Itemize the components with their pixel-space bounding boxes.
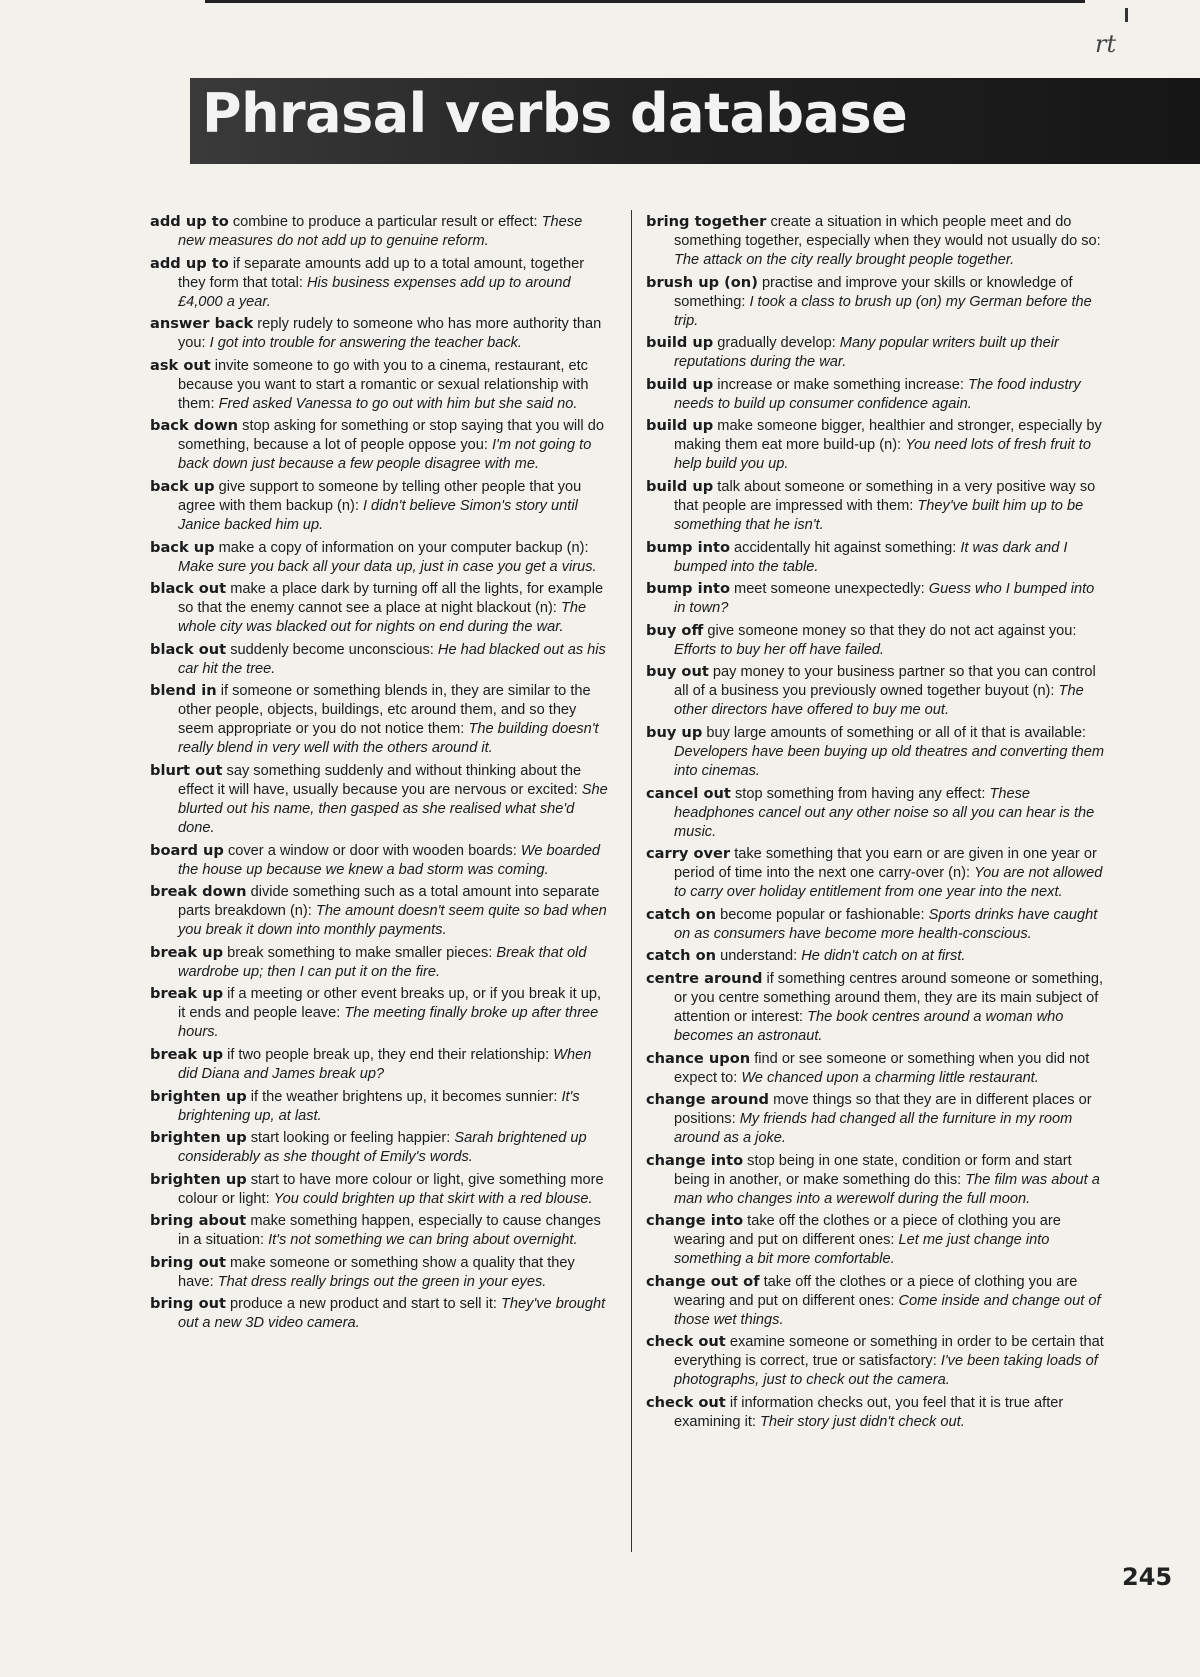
dictionary-entry bbox=[646, 946, 1106, 966]
handwritten-mark: rt bbox=[1095, 30, 1117, 58]
dictionary-entry bbox=[150, 1294, 610, 1333]
headword: answer back bbox=[150, 315, 254, 333]
dictionary-entry bbox=[150, 254, 610, 312]
definition: give support to someone by telling other people that you agree with them backup (n): bbox=[178, 478, 582, 514]
definition: buy large amounts of something or all of it that is available: bbox=[706, 724, 1086, 741]
dictionary-entry bbox=[150, 984, 610, 1042]
headword: brush up (on) bbox=[646, 273, 758, 291]
headword: back up bbox=[150, 538, 215, 556]
definition: take something that you earn or are given in one year or period of time into the next one carry-over (n): bbox=[674, 846, 1097, 882]
dictionary-entry bbox=[646, 784, 1106, 842]
example-sentence: I took a class to brush up (on) my German before the trip. bbox=[674, 293, 1092, 329]
example-sentence: Let me just change into something a bit more comfortable. bbox=[674, 1232, 1050, 1268]
headword: back down bbox=[150, 417, 239, 435]
title-banner bbox=[190, 78, 1200, 164]
definition: start to have more colour or light, give something more colour or light: bbox=[178, 1171, 604, 1207]
dictionary-entry bbox=[150, 943, 610, 982]
headword: add up to bbox=[150, 254, 229, 272]
headword: change into bbox=[646, 1151, 744, 1169]
dictionary-entry bbox=[150, 1045, 610, 1084]
headword: bump into bbox=[646, 580, 730, 598]
definition: if someone or something blends in, they are similar to the other people, objects, buildings, etc around them, and so they seem appropriate or you do not notice them: bbox=[178, 683, 591, 738]
dictionary-entry bbox=[150, 416, 610, 474]
definition: gradually develop: bbox=[717, 335, 836, 352]
column-divider bbox=[631, 210, 632, 1552]
example-sentence: When did Diana and James break up? bbox=[178, 1046, 592, 1082]
example-sentence: These headphones cancel out any other noise so all you can hear is the music. bbox=[674, 785, 1095, 840]
definition: stop being in one state, condition or form and start being in another, or make something do this: bbox=[674, 1152, 1072, 1188]
definition: suddenly become unconscious: bbox=[230, 641, 434, 658]
example-sentence: They've brought out a new 3D video camera. bbox=[178, 1296, 606, 1332]
example-sentence: I'm not going to back down just because a few people disagree with me. bbox=[178, 437, 592, 473]
definition: say something suddenly and without thinking about the effect it will have, usually because you are nervous or excited: bbox=[178, 762, 582, 798]
definition: combine to produce a particular result or effect: bbox=[232, 214, 538, 230]
definition: produce a new product and start to sell it: bbox=[230, 1296, 497, 1313]
headword: back up bbox=[150, 477, 215, 495]
headword: change into bbox=[646, 1212, 744, 1230]
headword: change around bbox=[646, 1091, 769, 1109]
example-sentence: The attack on the city really brought people together. bbox=[674, 252, 1015, 268]
dictionary-entry bbox=[646, 1211, 1106, 1269]
dictionary-entry bbox=[150, 1170, 610, 1209]
example-sentence: Developers have been buying up old theatres and converting them into cinemas. bbox=[674, 743, 1104, 779]
dictionary-entry bbox=[646, 723, 1106, 781]
definition: break something to make smaller pieces: bbox=[227, 944, 493, 961]
example-sentence: Efforts to buy her off have failed. bbox=[674, 641, 885, 658]
definition: move things so that they are in different places or positions: bbox=[674, 1092, 1092, 1128]
dictionary-entry bbox=[646, 1151, 1106, 1209]
dictionary-entry bbox=[646, 905, 1106, 944]
definition: take off the clothes or a piece of clothing you are wearing and put on different ones: bbox=[674, 1213, 1061, 1249]
example-sentence: I got into trouble for answering the teacher back. bbox=[209, 335, 522, 352]
definition: stop asking for something or stop saying that you will do something, because a lot of people oppose you: bbox=[178, 418, 604, 454]
dictionary-entry bbox=[646, 477, 1106, 535]
headword: ask out bbox=[150, 356, 211, 374]
margin-mark bbox=[1125, 8, 1128, 22]
definition: start looking or feeling happier: bbox=[250, 1130, 451, 1147]
example-sentence: Come inside and change out of those wet things. bbox=[674, 1292, 1101, 1328]
dictionary-entry bbox=[150, 579, 610, 637]
headword: break up bbox=[150, 1045, 224, 1063]
definition: take off the clothes or a piece of clothing you are wearing and put on different ones: bbox=[674, 1273, 1078, 1309]
example-sentence: The amount doesn't seem quite so bad when you break it down into monthly payments. bbox=[178, 903, 607, 939]
dictionary-entry bbox=[646, 969, 1106, 1046]
example-sentence: The food industry needs to build up consumer confidence again. bbox=[674, 376, 1081, 412]
definition: make someone or something show a quality that they have: bbox=[178, 1254, 575, 1290]
dictionary-entry bbox=[150, 314, 610, 353]
definition: if the weather brightens up, it becomes sunnier: bbox=[250, 1088, 558, 1105]
definition: make a place dark by turning off all the lights, for example so that the enemy cannot see a place at night blackout (n): bbox=[178, 581, 604, 617]
dictionary-entry bbox=[150, 761, 610, 838]
dictionary-entry bbox=[646, 538, 1106, 577]
example-sentence: You could brighten up that skirt with a red blouse. bbox=[273, 1190, 593, 1207]
definition: if something centres around someone or something, or you centre something around them, they are its main subject of attention or interest: bbox=[674, 970, 1104, 1025]
example-sentence: The building doesn't really blend in very well with the others around it. bbox=[178, 721, 599, 757]
example-sentence: He had blacked out as his car hit the tree. bbox=[178, 641, 606, 677]
left-column bbox=[150, 212, 610, 1336]
headword: chance upon bbox=[646, 1049, 751, 1067]
headword: blurt out bbox=[150, 761, 223, 779]
headword: bring together bbox=[646, 213, 767, 230]
headword: brighten up bbox=[150, 1170, 247, 1188]
dictionary-entry bbox=[646, 621, 1106, 660]
example-sentence: Make sure you back all your data up, just in case you get a virus. bbox=[178, 558, 597, 575]
example-sentence: I didn't believe Simon's story until Janice backed him up. bbox=[178, 497, 578, 533]
example-sentence: We chanced upon a charming little restaurant. bbox=[741, 1069, 1039, 1086]
headword: bump into bbox=[646, 538, 730, 556]
headword: black out bbox=[150, 580, 227, 598]
headword: cancel out bbox=[646, 784, 731, 802]
definition: make someone bigger, healthier and stronger, especially by making them eat more build-up (n): bbox=[674, 418, 1102, 454]
headword: centre around bbox=[646, 969, 763, 987]
definition: become popular or fashionable: bbox=[720, 906, 925, 923]
definition: examine someone or something in order to be certain that everything is correct, true or satisfactory: bbox=[674, 1334, 1104, 1370]
definition: understand: bbox=[720, 948, 798, 965]
dictionary-entry bbox=[150, 356, 610, 414]
definition: if a meeting or other event breaks up, or if you break it up, it ends and people leave: bbox=[178, 986, 602, 1022]
example-sentence: Their story just didn't check out. bbox=[760, 1414, 965, 1431]
dictionary-entry bbox=[150, 1087, 610, 1126]
example-sentence: My friends had changed all the furniture in my room around as a joke. bbox=[674, 1111, 1073, 1147]
headword: check out bbox=[646, 1333, 726, 1351]
example-sentence: His business expenses add up to around £4,000 a year. bbox=[178, 274, 571, 310]
example-sentence: The other directors have offered to buy me out. bbox=[674, 683, 1084, 719]
dictionary-entry bbox=[150, 640, 610, 679]
dictionary-entry bbox=[646, 844, 1106, 902]
example-sentence: The whole city was blacked out for nights on end during the war. bbox=[178, 600, 587, 636]
example-sentence: Fred asked Vanessa to go out with him but she said no. bbox=[218, 395, 578, 412]
dictionary-entry bbox=[646, 1090, 1106, 1148]
headword: brighten up bbox=[150, 1087, 247, 1105]
dictionary-entry bbox=[646, 1393, 1106, 1432]
headword: carry over bbox=[646, 845, 731, 863]
example-sentence: Break that old wardrobe up; then I can put it on the fire. bbox=[178, 944, 587, 980]
headword: buy out bbox=[646, 663, 709, 681]
headword: build up bbox=[646, 477, 714, 495]
example-sentence: Sarah brightened up considerably as she thought of Emily's words. bbox=[178, 1130, 587, 1166]
dictionary-entry bbox=[646, 579, 1106, 618]
headword: build up bbox=[646, 375, 714, 393]
dictionary-entry bbox=[150, 841, 610, 880]
dictionary-entry bbox=[150, 212, 610, 251]
example-sentence: We boarded the house up because we knew a bad storm was coming. bbox=[178, 842, 601, 878]
definition: make something happen, especially to cause changes in a situation: bbox=[178, 1213, 601, 1249]
example-sentence: That dress really brings out the green in your eyes. bbox=[217, 1273, 547, 1290]
headword: check out bbox=[646, 1394, 726, 1412]
headword: bring out bbox=[150, 1295, 226, 1313]
headword: build up bbox=[646, 334, 714, 352]
headword: bring about bbox=[150, 1212, 247, 1230]
dictionary-entry bbox=[646, 1049, 1106, 1088]
definition: make a copy of information on your computer backup (n): bbox=[218, 539, 589, 556]
headword: catch on bbox=[646, 905, 717, 923]
example-sentence: Many popular writers built up their reputations during the war. bbox=[674, 335, 1059, 371]
example-sentence: You are not allowed to carry over holiday entitlement from one year into the next. bbox=[674, 865, 1103, 901]
dictionary-entry bbox=[646, 662, 1106, 720]
example-sentence: Sports drinks have caught on as consumers have become more health-conscious. bbox=[674, 906, 1098, 942]
dictionary-entry bbox=[150, 681, 610, 758]
example-sentence: It was dark and I bumped into the table. bbox=[674, 539, 1068, 575]
example-sentence: These new measures do not add up to genuine reform. bbox=[178, 214, 583, 249]
example-sentence: The meeting finally broke up after three hours. bbox=[178, 1005, 599, 1041]
definition: practise and improve your skills or knowledge of something: bbox=[674, 274, 1073, 310]
dictionary-entry bbox=[646, 273, 1106, 331]
example-sentence: She blurted out his name, then gasped as she realised what she'd done. bbox=[178, 781, 608, 836]
example-sentence: It's not something we can bring about overnight. bbox=[268, 1232, 578, 1249]
headword: buy off bbox=[646, 621, 704, 639]
dictionary-entry bbox=[150, 882, 610, 940]
definition: if separate amounts add up to a total amount, together they form that total: bbox=[178, 255, 585, 291]
example-sentence: The film was about a man who changes into a werewolf during the full moon. bbox=[674, 1171, 1100, 1207]
page-number: 245 bbox=[1122, 1563, 1173, 1591]
dictionary-entry bbox=[646, 1272, 1106, 1330]
definition: divide something such as a total amount into separate parts breakdown (n): bbox=[178, 884, 600, 920]
headword: break up bbox=[150, 943, 224, 961]
example-sentence: Guess who I bumped into in town? bbox=[674, 581, 1095, 617]
headword: build up bbox=[646, 417, 714, 435]
headword: break up bbox=[150, 985, 224, 1003]
headword: add up to bbox=[150, 213, 229, 230]
page-title: Phrasal verbs database bbox=[202, 82, 908, 145]
definition: if information checks out, you feel that it is true after examining it: bbox=[674, 1395, 1064, 1431]
definition: reply rudely to someone who has more authority than you: bbox=[178, 316, 602, 352]
definition: stop something from having any effect: bbox=[734, 785, 986, 802]
dictionary-entry bbox=[150, 477, 610, 535]
dictionary-entry bbox=[150, 1128, 610, 1167]
headword: board up bbox=[150, 841, 224, 859]
right-column bbox=[646, 212, 1106, 1435]
definition: cover a window or door with wooden boards: bbox=[227, 842, 517, 859]
example-sentence: I've been taking loads of photographs, just to check out the camera. bbox=[674, 1353, 1098, 1389]
dictionary-entry bbox=[646, 1332, 1106, 1390]
top-rule bbox=[205, 0, 1085, 3]
dictionary-entry bbox=[646, 375, 1106, 414]
example-sentence: The book centres around a woman who becomes an astronaut. bbox=[674, 1008, 1064, 1044]
headword: catch on bbox=[646, 947, 717, 965]
example-sentence: They've built him up to be something that he isn't. bbox=[674, 497, 1084, 533]
definition: pay money to your business partner so that you can control all of a business you previously owned together buyout (n): bbox=[674, 664, 1096, 700]
dictionary-entry bbox=[150, 538, 610, 577]
definition: talk about someone or something in a very positive way so that people are impressed with them: bbox=[674, 478, 1096, 514]
dictionary-entry bbox=[646, 333, 1106, 372]
definition: meet someone unexpectedly: bbox=[734, 581, 925, 598]
definition: if two people break up, they end their relationship: bbox=[227, 1046, 550, 1063]
dictionary-entry bbox=[150, 1211, 610, 1250]
dictionary-entry bbox=[646, 212, 1106, 270]
definition: find or see someone or something when you did not expect to: bbox=[674, 1050, 1090, 1086]
dictionary-entry bbox=[150, 1253, 610, 1292]
definition: create a situation in which people meet and do something together, especially when they would not usually do so: bbox=[674, 214, 1101, 249]
definition: give someone money so that they do not act against you: bbox=[707, 622, 1077, 639]
headword: change out of bbox=[646, 1272, 760, 1290]
example-sentence: He didn't catch on at first. bbox=[801, 948, 966, 965]
headword: buy up bbox=[646, 723, 703, 741]
headword: break down bbox=[150, 883, 247, 901]
headword: black out bbox=[150, 640, 227, 658]
headword: bring out bbox=[150, 1253, 226, 1271]
example-sentence: It's brightening up, at last. bbox=[178, 1088, 580, 1124]
definition: invite someone to go with you to a cinema, restaurant, etc because you want to start a romantic or sexual relationship with them: bbox=[178, 357, 589, 412]
example-sentence: You need lots of fresh fruit to help build you up. bbox=[674, 437, 1091, 473]
dictionary-entry bbox=[646, 416, 1106, 474]
headword: brighten up bbox=[150, 1129, 247, 1147]
definition: accidentally hit against something: bbox=[734, 539, 957, 556]
headword: blend in bbox=[150, 682, 217, 700]
definition: increase or make something increase: bbox=[717, 376, 964, 393]
